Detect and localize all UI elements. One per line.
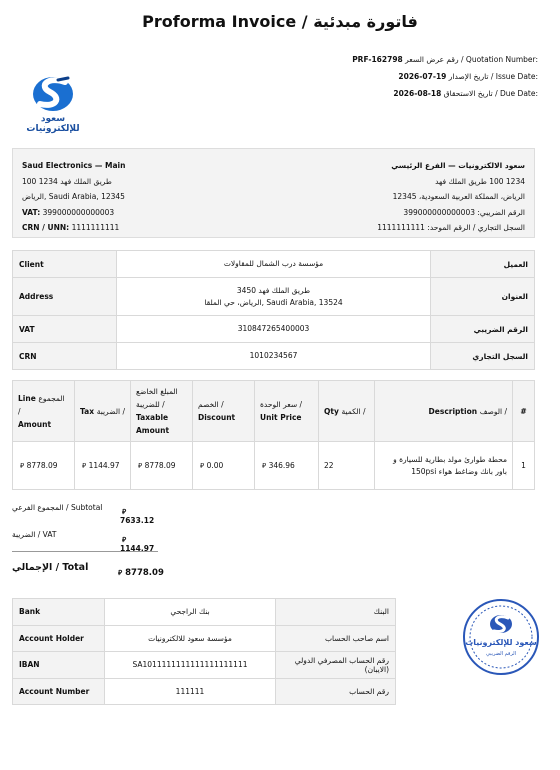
line-amount-cell bbox=[13, 442, 75, 490]
riyal-icon: ⃁ bbox=[118, 569, 123, 577]
bank-value: SA1011111111111111111111 bbox=[105, 652, 276, 679]
col-qty-ar: الكمية / bbox=[341, 406, 366, 416]
seller-crn-label: CRN / UNN: bbox=[22, 223, 70, 232]
col-discount-en: Discount bbox=[198, 413, 236, 422]
client-row bbox=[13, 251, 535, 278]
seller-vat bbox=[22, 205, 125, 221]
subtotal-label: المجموع الفرعي / Subtotal bbox=[12, 503, 103, 512]
quotation-number-label: رقم عرض السعر / Quotation Number: bbox=[405, 55, 538, 64]
col-line-amount-ar: المجموع / bbox=[18, 393, 65, 416]
unit-price-cell-value: 346.96 bbox=[268, 461, 295, 470]
total-row bbox=[12, 562, 172, 584]
vat-amount: 1144.97 bbox=[120, 544, 155, 553]
col-description bbox=[375, 381, 513, 442]
subtotal-value bbox=[120, 507, 162, 525]
bank-table bbox=[12, 598, 396, 705]
line-amount-cell-value: 8778.09 bbox=[26, 461, 58, 470]
company-stamp bbox=[462, 598, 540, 676]
issue-date-value: 2026-07-19 bbox=[398, 72, 447, 81]
discount-cell-value: 0.00 bbox=[206, 461, 224, 470]
quotation-number bbox=[352, 55, 538, 64]
due-date-label: تاريخ الاستحقاق / Due Date: bbox=[443, 89, 538, 98]
total-label: الإجمالي / Total bbox=[12, 562, 89, 573]
col-line-amount-en2: Amount bbox=[18, 419, 52, 429]
client-label-ar: السجل التجاري bbox=[431, 343, 535, 370]
vat-label: الضريبة / VAT bbox=[12, 530, 57, 539]
client-table bbox=[12, 250, 535, 370]
discount-cell bbox=[193, 442, 255, 490]
col-discount bbox=[193, 381, 255, 442]
total-amount: 8778.09 bbox=[125, 568, 164, 578]
col-taxable-ar1: المبلغ الخاضع bbox=[136, 387, 178, 396]
riyal-icon: ⃁ bbox=[262, 462, 267, 470]
bank-row bbox=[13, 678, 396, 705]
riyal-icon: ⃁ bbox=[122, 536, 127, 544]
client-label-ar: العنوان bbox=[431, 278, 535, 316]
bank-row bbox=[13, 625, 396, 652]
client-row bbox=[13, 316, 535, 343]
bank-label-ar: البنك bbox=[276, 599, 396, 626]
bank-label-ar: رقم الحساب المصرفي الدولي (الايبان) bbox=[276, 652, 396, 679]
col-unit-en: Unit Price bbox=[260, 413, 302, 422]
client-row bbox=[13, 343, 535, 370]
col-tax bbox=[75, 381, 131, 442]
stamp-text: سعود للإلكترونيات bbox=[465, 638, 537, 647]
quotation-number-value: PRF-162798 bbox=[352, 55, 403, 64]
riyal-icon: ⃁ bbox=[138, 462, 143, 470]
col-line-amount bbox=[13, 381, 75, 442]
client-row bbox=[13, 278, 535, 316]
issue-date bbox=[398, 72, 538, 81]
seller-city-ar: الرياض، المملكة العربية السعودية، 12345 bbox=[392, 192, 525, 201]
client-value-line2: الرياض، حي الملقا, Saudi Arabia, 13524 bbox=[204, 297, 343, 307]
client-value bbox=[117, 278, 431, 316]
seller-crn bbox=[22, 220, 125, 236]
col-taxable bbox=[131, 381, 193, 442]
client-label-ar: الرقم الضريبي bbox=[431, 316, 535, 343]
unit-price-cell bbox=[255, 442, 319, 490]
col-tax-ar: الضريبة / bbox=[96, 406, 125, 416]
issue-date-label: تاريخ الإصدار / Issue Date: bbox=[448, 72, 538, 81]
seller-street: طريق الملك فهد 1234 100 bbox=[22, 176, 112, 186]
qty-cell: 22 bbox=[319, 442, 375, 490]
seller-name-ar: سعود الالكترونيات — الفرع الرئيسي bbox=[391, 161, 525, 170]
bank-value: مؤسسة سعود للالكترونيات bbox=[105, 625, 276, 652]
client-label-en: Client bbox=[13, 251, 117, 278]
total-value bbox=[116, 568, 164, 578]
client-value-line1: 310847265400003 bbox=[237, 324, 310, 333]
client-value bbox=[117, 316, 431, 343]
bank-label-ar: اسم صاحب الحساب bbox=[276, 625, 396, 652]
client-label-en: Address bbox=[13, 278, 117, 316]
seller-arabic bbox=[377, 158, 525, 236]
seller-vat-label: VAT: bbox=[22, 207, 41, 217]
col-unit-ar: سعر الوحدة / bbox=[260, 400, 303, 409]
stamp-seal-icon bbox=[462, 598, 540, 676]
seller-crn-value: 1111111111 bbox=[71, 223, 120, 232]
client-label-ar: العميل bbox=[431, 251, 535, 278]
bank-label-en: Bank bbox=[13, 599, 105, 626]
bank-value: بنك الراجحي bbox=[105, 599, 276, 626]
due-date bbox=[393, 89, 538, 98]
items-table bbox=[12, 380, 535, 490]
seller-vat-value: 399000000000003 bbox=[42, 207, 115, 217]
col-line-amount-en1: Line bbox=[18, 393, 36, 403]
col-discount-ar: الخصم / bbox=[198, 400, 224, 409]
riyal-icon: ⃁ bbox=[122, 508, 127, 516]
client-label-en: CRN bbox=[13, 343, 117, 370]
logo-text: سعود للإلكترونيات bbox=[26, 114, 80, 134]
col-qty bbox=[319, 381, 375, 442]
client-value-line1: طريق الملك فهد 3450 bbox=[236, 285, 311, 295]
client-value-line1: مؤسسة درب الشمال للمقاولات bbox=[223, 259, 324, 268]
client-value-line1: 1010234567 bbox=[249, 351, 298, 360]
bank-value: 111111 bbox=[105, 678, 276, 705]
row-number-cell: 1 bbox=[513, 442, 535, 490]
tax-cell bbox=[75, 442, 131, 490]
col-qty-en: Qty bbox=[324, 406, 339, 416]
stamp-sub: الرقم الضريبي bbox=[485, 651, 517, 657]
seller-vat-ar: الرقم الضريبي: 399000000000003 bbox=[403, 207, 525, 217]
bank-label-en: IBAN bbox=[13, 652, 105, 679]
description-cell: محطة طوارئ مولد بطارية للسيارة و باور بانك وضاغط هواء 150psi bbox=[375, 442, 513, 490]
riyal-icon: ⃁ bbox=[200, 462, 205, 470]
client-value bbox=[117, 251, 431, 278]
vat-value bbox=[120, 535, 158, 553]
seller-crn-ar: السجل التجاري / الرقم الموحد: 1111111111 bbox=[377, 223, 525, 232]
bank-label-en: Account Number bbox=[13, 678, 105, 705]
seller-city: الرياض, Saudi Arabia, 12345 bbox=[22, 192, 125, 201]
bank-row bbox=[13, 599, 396, 626]
company-logo bbox=[18, 72, 88, 134]
due-date-value: 2026-08-18 bbox=[393, 89, 442, 98]
vat-row bbox=[12, 530, 158, 552]
tax-cell-value: 1144.97 bbox=[88, 461, 120, 470]
seller-box bbox=[12, 148, 535, 238]
col-unit-price bbox=[255, 381, 319, 442]
col-desc-en: Description bbox=[428, 406, 478, 416]
col-taxable-en: Taxable Amount bbox=[136, 413, 170, 435]
col-number: # bbox=[513, 381, 535, 442]
taxable-cell-value: 8778.09 bbox=[144, 461, 176, 470]
col-taxable-ar2: للضريبة / bbox=[136, 400, 165, 409]
page-title: Proforma Invoice / فاتورة مبدئية bbox=[142, 12, 418, 31]
riyal-icon: ⃁ bbox=[82, 462, 87, 470]
seller-name: Saud Electronics — Main bbox=[22, 161, 126, 170]
col-tax-en: Tax bbox=[80, 406, 95, 416]
col-desc-ar: الوصف / bbox=[479, 406, 507, 416]
client-value bbox=[117, 343, 431, 370]
riyal-icon: ⃁ bbox=[20, 462, 25, 470]
bank-label-ar: رقم الحساب bbox=[276, 678, 396, 705]
seller-street-ar: 1234 100 طريق الملك فهد bbox=[435, 176, 525, 186]
bank-label-en: Account Holder bbox=[13, 625, 105, 652]
taxable-cell bbox=[131, 442, 193, 490]
client-label-en: VAT bbox=[13, 316, 117, 343]
subtotal-amount: 7633.12 bbox=[120, 516, 155, 525]
subtotal-row bbox=[12, 503, 162, 523]
table-row bbox=[13, 442, 535, 490]
seller-english bbox=[22, 158, 125, 236]
bank-row bbox=[13, 652, 396, 679]
